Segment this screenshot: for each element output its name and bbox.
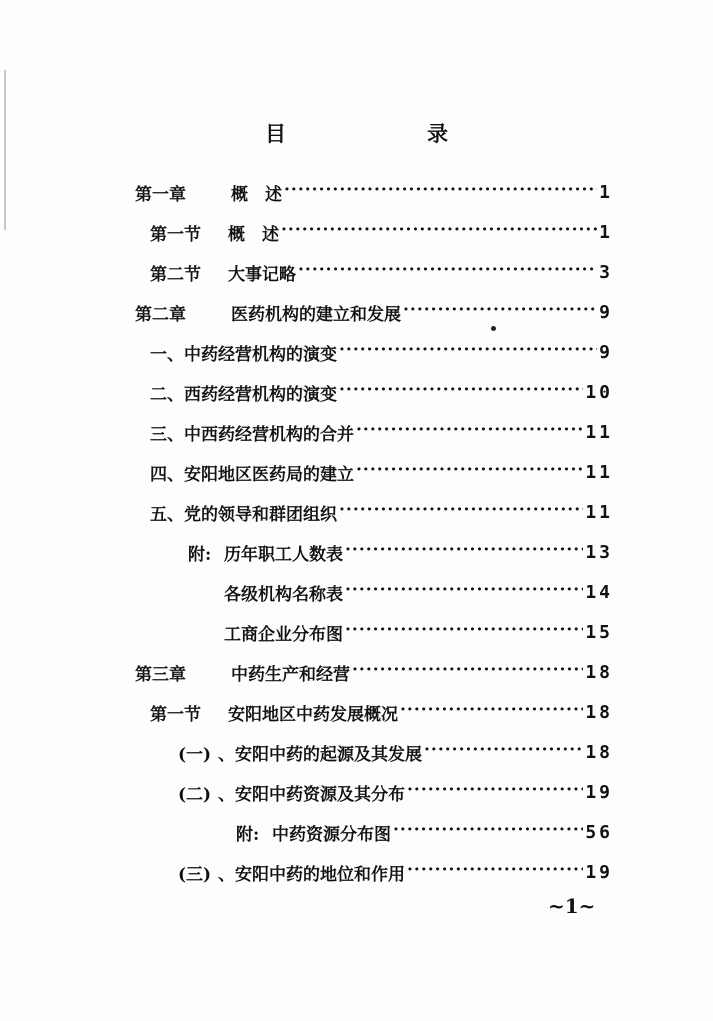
toc-entry: [135, 657, 613, 687]
toc-entry-number: 第三章: [135, 664, 186, 685]
toc-entry-page: 11: [585, 421, 613, 443]
toc-entry-page: 1: [599, 181, 613, 203]
toc-entry-page: 19: [585, 861, 613, 883]
toc-entry-page: 18: [585, 661, 613, 683]
dot-leader: [339, 343, 597, 361]
toc-entry-number: 第二节: [150, 264, 201, 285]
toc-entry-page: 14: [585, 581, 613, 603]
dot-leader: [298, 263, 597, 281]
toc-entry-number: 附:: [236, 824, 260, 845]
toc-entry: [224, 617, 613, 647]
toc-entry-text: 历年职工人数表: [224, 544, 343, 565]
toc-entry-page: 19: [585, 781, 613, 803]
dot-leader: [284, 183, 597, 201]
toc-entry: [150, 417, 613, 447]
toc-entry-number: 第二章: [135, 304, 186, 325]
dot-leader: [339, 503, 583, 521]
toc-entry-text: 医药机构的建立和发展: [231, 304, 401, 325]
dot-leader: [403, 303, 597, 321]
toc-entry-text: 、安阳中药资源及其分布: [218, 784, 405, 805]
toc-entry-text: 中药资源分布图: [272, 824, 391, 845]
toc-entry-page: 9: [599, 341, 613, 363]
toc-entry-text: 三、中西药经营机构的合并: [150, 424, 354, 445]
toc-entry-number: (一): [178, 744, 212, 765]
toc-entry-number: 第一章: [135, 184, 186, 205]
toc-entry-text: 二、西药经营机构的演变: [150, 384, 337, 405]
toc-entry-text: 、安阳中药的起源及其发展: [218, 744, 422, 765]
toc-entry: [236, 817, 613, 847]
toc-entry-page: 13: [585, 541, 613, 563]
toc-entry-text: 大事记略: [228, 264, 296, 285]
toc-entry-page: 9: [599, 301, 613, 323]
toc-entry-page: 15: [585, 621, 613, 643]
dot-leader: [356, 423, 583, 441]
toc-entry-number: 第一节: [150, 704, 201, 725]
toc-entry-text: 五、党的领导和群团组织: [150, 504, 337, 525]
toc-entry: [188, 537, 613, 567]
dot-leader: [393, 823, 583, 841]
dot-leader: [407, 863, 583, 881]
toc-entry-text: 四、安阳地区医药局的建立: [150, 464, 354, 485]
dot-leader: [356, 463, 583, 481]
dot-leader: [345, 623, 583, 641]
toc-entry-text: 各级机构名称表: [224, 584, 343, 605]
toc-entry-number: (三): [178, 864, 212, 885]
dot-leader: [339, 383, 583, 401]
toc-entry-text: 工商企业分布图: [224, 624, 343, 645]
toc-entry-page: 18: [585, 741, 613, 763]
toc-entry: [150, 497, 613, 527]
toc-entry: [178, 777, 613, 807]
toc-entry: [178, 737, 613, 767]
toc-entry-page: 1: [599, 221, 613, 243]
toc-entry-number: 附:: [188, 544, 212, 565]
toc-entry: [150, 457, 613, 487]
toc-entry: [150, 377, 613, 407]
toc-entry-text: 安阳地区中药发展概况: [228, 704, 398, 725]
ink-speck: [491, 326, 496, 331]
toc-entry: [150, 337, 613, 367]
scan-edge-mark: [4, 70, 6, 230]
toc-entry-text: 一、中药经营机构的演变: [150, 344, 337, 365]
toc-entry-number: 第一节: [150, 224, 201, 245]
toc-entry-page: 56: [585, 821, 613, 843]
toc-entry: [178, 857, 613, 887]
page-number-footer: ~1~: [548, 894, 596, 918]
dot-leader: [352, 663, 583, 681]
toc-entry-text: 概 述: [228, 224, 279, 245]
page-title: 目 录: [265, 121, 508, 146]
dot-leader: [345, 543, 583, 561]
toc-entry-page: 10: [585, 381, 613, 403]
toc-entry: [224, 577, 613, 607]
dot-leader: [407, 783, 583, 801]
dot-leader: [281, 223, 597, 241]
toc-entry-page: 3: [599, 261, 613, 283]
toc-entry-number: (二): [178, 784, 212, 805]
dot-leader: [424, 743, 583, 761]
dot-leader: [345, 583, 583, 601]
toc-entry: [150, 217, 613, 247]
toc-entry-text: 中药生产和经营: [231, 664, 350, 685]
toc-entry-page: 11: [585, 461, 613, 483]
toc-entry: [135, 297, 613, 327]
toc-entry: [150, 697, 613, 727]
dot-leader: [400, 703, 583, 721]
toc-entry-page: 11: [585, 501, 613, 523]
toc-entry-text: 、安阳中药的地位和作用: [218, 864, 405, 885]
toc-entry: [135, 177, 613, 207]
toc-entry-page: 18: [585, 701, 613, 723]
toc-entry: [150, 257, 613, 287]
toc-entry-text: 概 述: [231, 184, 282, 205]
